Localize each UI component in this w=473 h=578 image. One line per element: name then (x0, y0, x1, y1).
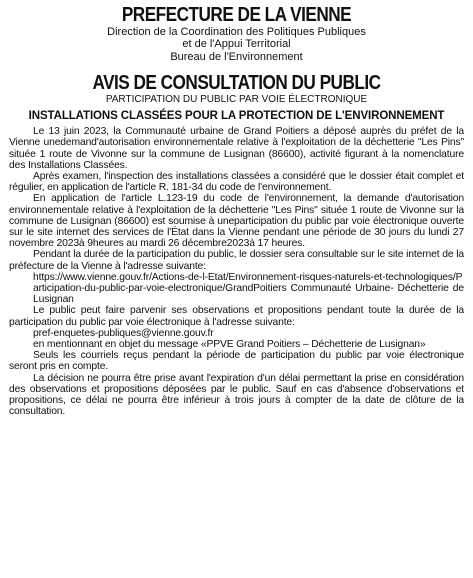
bureau-line: Bureau de l'Environnement (170, 50, 303, 63)
direction-line: Direction de la Coordination des Politiques Publiques (107, 26, 366, 38)
prefecture-header (9, 4, 464, 63)
notice-subtitle: PARTICIPATION DU PUBLIC PAR VOIE ÉLECTRONIQUE (105, 94, 368, 106)
section-heading: INSTALLATIONS CLASSÉES POUR LA PROTECTION DE L'ENVIRONNEMENT (28, 110, 445, 123)
notice-title: AVIS DE CONSULTATION DU PUBLIC (92, 72, 381, 95)
paragraph-decision: La décision ne pourra être prise avant l'expiration d'un délai permettant la prise en considération des observations et propositions déposées par le public. Sauf en cas d'absence d'observations et propositions, ce délai ne pourra être inférieur à trois jours à compter de la date de clôture de la consultation. (9, 372, 464, 418)
contact-email[interactable]: pref-enquetes-publiques@vienne.gouv.fr (33, 327, 214, 339)
paragraph-emails-window: Seuls les courriels reçus pendant la période de participation du public par voie électronique seront pris en compte. (9, 350, 464, 373)
notice-header (9, 72, 464, 123)
notice-body (9, 126, 464, 417)
dossier-url[interactable]: https://www.vienne.gouv.fr/Actions-de-l-Etat/Environnement-risques-naturels-et-technologiques/Participation-du-public-par-voie-electronique/GrandPoitiers Communauté Urbaine- Déchetterie de Lusignan (33, 271, 464, 306)
prefecture-title: PREFECTURE DE LA VIENNE (121, 4, 352, 26)
paragraph-dossier: Pendant la durée de la participation du public, le dossier sera consultable sur le site internet de la préfecture de la Vienne à l'adresse suivante: (9, 249, 464, 272)
paragraph-inspection: Après examen, l'inspection des installations classées a considéré que le dossier était complet et régulier, en application de l'article R. 181-34 du code de l'environnement. (9, 171, 464, 194)
paragraph-observations: Le public peut faire parvenir ses observations et propositions pendant toute la durée de la participation du public par voie électronique à l'adresse suivante: (9, 305, 464, 328)
paragraph-request: Le 13 juin 2023, la Communauté urbaine de Grand Poitiers a déposé auprès du préfet de la Vienne unedemand'autorisation environnementale relative à l'exploitation de la déchetterie "Les Pins" située 1 route de Vivonne sur la commune de Lusignan (86600), activité figurant à la nomenclature des Installations Classées. (9, 126, 464, 171)
appui-line: et de l'Appui Territorial (182, 38, 291, 51)
paragraph-participation: En application de l'article L.123-19 du code de l'environnement, la demande d'autorisation environnementale relative à l'exploitation de la déchetterie "Les Pins" située 1 route de Vivonne sur la commune de Lusignan (86600) est soumise à uneparticipation du public par voie électronique ouverte sur le site internet des services de l'État dans la Vienne pendant une période de 30 jours du lundi 27 novembre 2023à 9heures au mardi 26 décembre2023à 17 heures. (9, 193, 464, 250)
paragraph-subject: en mentionnant en objet du message «PPVE Grand Poitiers – Déchetterie de Lusignan» (33, 339, 426, 351)
